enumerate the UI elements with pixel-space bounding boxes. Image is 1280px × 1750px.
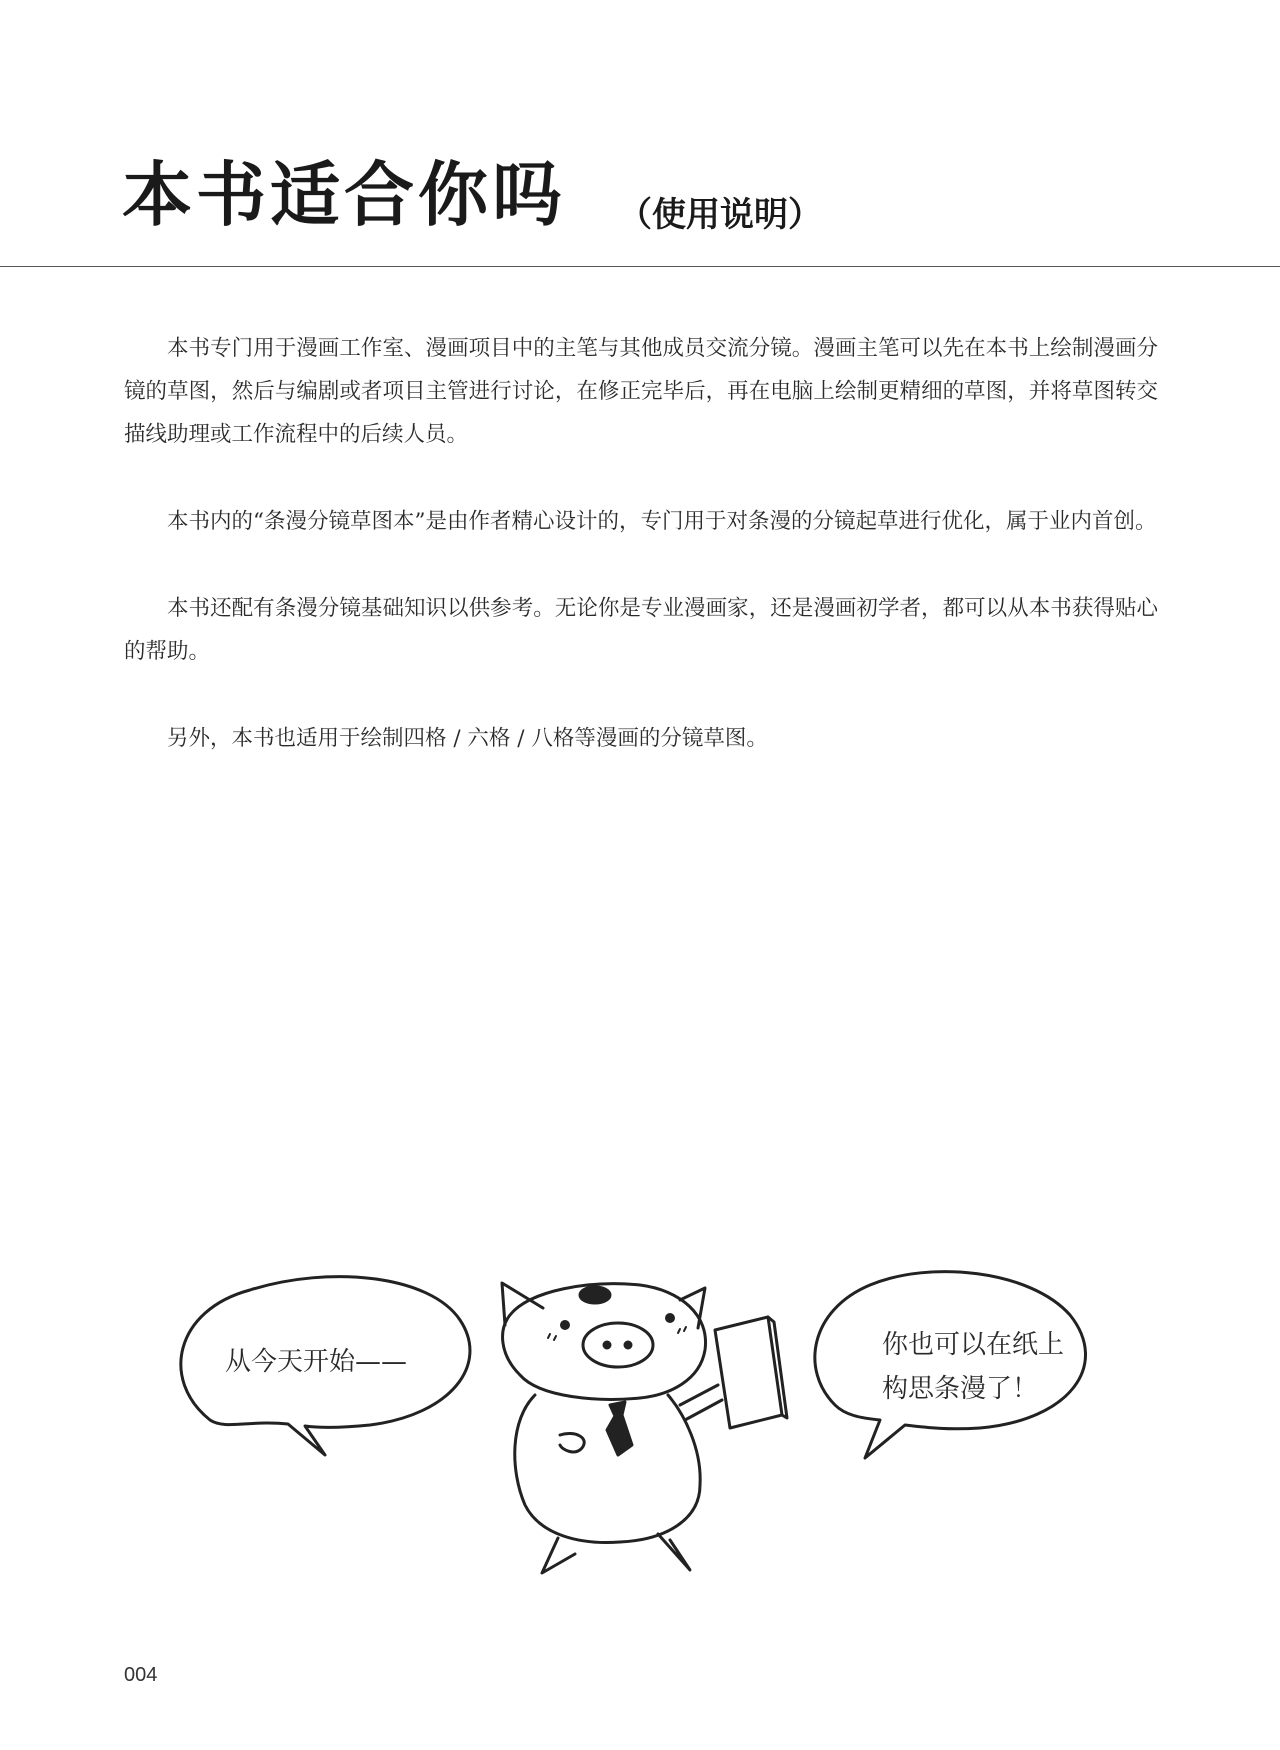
right-bubble-text-line2: 构思条漫了！ xyxy=(882,1374,1039,1404)
page-subtitle: （使用说明） xyxy=(618,195,822,235)
pig-character xyxy=(502,1283,787,1573)
page-number: 004 xyxy=(124,1664,158,1686)
title-divider xyxy=(0,266,1280,267)
left-bubble-text: 从今天开始—— xyxy=(225,1347,408,1377)
paragraph-4: 另外，本书也适用于绘制四格 / 六格 / 八格等漫画的分镜草图。 xyxy=(167,726,768,751)
paragraph-1: 本书专门用于漫画工作室、漫画项目中的主笔与其他成员交流分镜。漫画主笔可以先在本书上绘制漫画分镜的草图，然后与编剧或者项目主管进行讨论，在修正完毕后，再在电脑上绘制更精细的草图，并将草图转交描线助理或工作流程中的后续人员。 xyxy=(124,336,1158,447)
pig-illustration xyxy=(170,1270,1150,1600)
paragraph-3: 本书还配有条漫分镜基础知识以供参考。无论你是专业漫画家，还是漫画初学者，都可以从本书获得贴心的帮助。 xyxy=(124,596,1158,664)
paragraph-2: 本书内的“条漫分镜草图本”是由作者精心设计的，专门用于对条漫的分镜起草进行优化，属于业内首创。 xyxy=(167,509,1157,534)
page-title: 本书适合你吗 xyxy=(122,153,566,236)
right-speech-bubble xyxy=(815,1272,1086,1458)
left-speech-bubble xyxy=(181,1277,470,1455)
body-text xyxy=(124,327,1158,804)
right-bubble-text-line1: 你也可以在纸上 xyxy=(882,1330,1065,1360)
